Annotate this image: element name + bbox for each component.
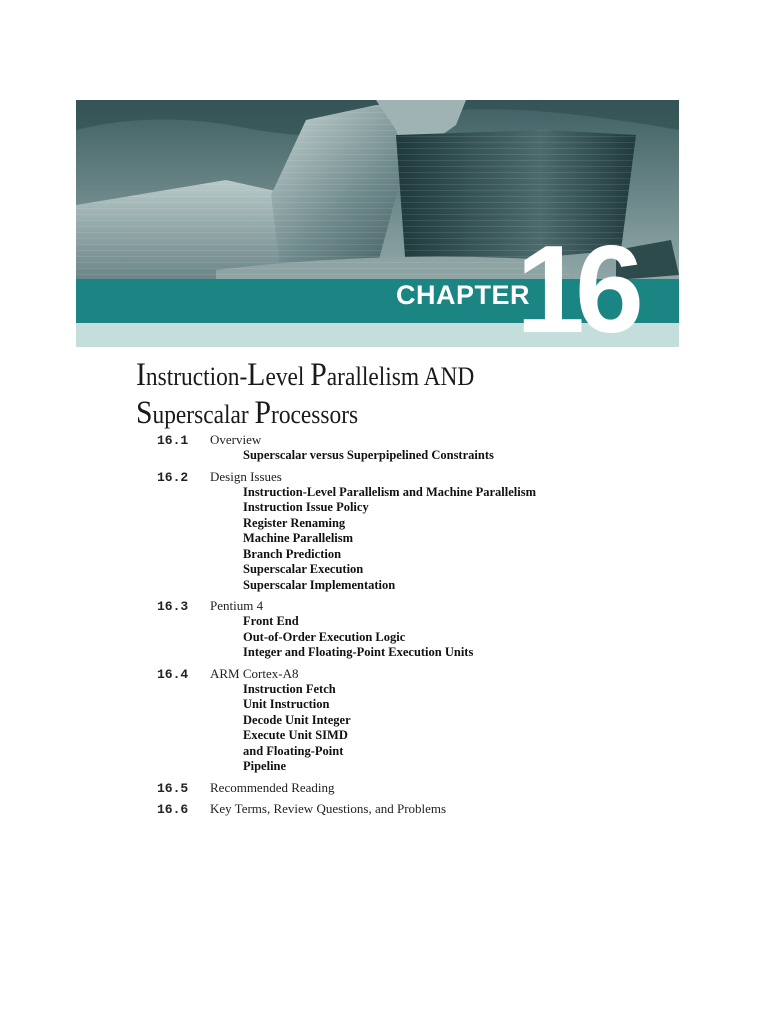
section-title: ARM Cortex-A8 <box>210 665 299 681</box>
title-word: nstruction- <box>145 362 248 391</box>
section-number: 16.5 <box>157 780 189 796</box>
toc-section-16-5 <box>157 780 717 796</box>
subsection-item: Instruction Fetch <box>243 681 336 696</box>
subsection-item: Instruction-Level Parallelism and Machine Parallelism <box>243 484 537 499</box>
section-title: Overview <box>210 432 262 447</box>
title-initial: S <box>136 395 153 431</box>
toc-section-16-2 <box>157 469 717 594</box>
chapter-banner <box>76 100 679 347</box>
section-title: Key Terms, Review Questions, and Problems <box>210 800 447 816</box>
section-number: 16.6 <box>157 801 189 817</box>
chapter-title-line-2 <box>136 395 676 433</box>
title-initial: I <box>136 357 146 393</box>
subsection-item: Instruction Issue Policy <box>243 500 369 514</box>
chapter-number: 16 <box>516 221 634 347</box>
subsection-item: Superscalar Execution <box>243 562 364 576</box>
title-word: arallelism AND <box>326 362 475 391</box>
toc-section-16-1 <box>157 432 717 464</box>
toc-section-16-4 <box>157 666 717 775</box>
chapter-title-line-1 <box>136 357 676 395</box>
subsection-item: Out-of-Order Execution Logic <box>243 629 406 644</box>
section-number: 16.1 <box>157 433 189 448</box>
section-title: Pentium 4 <box>210 598 264 613</box>
title-initial: P <box>310 357 327 393</box>
subsection-item: Machine Parallelism <box>243 531 354 545</box>
title-initial: L <box>247 357 266 393</box>
subsection-item: Register Renaming <box>243 515 346 530</box>
subsection-item: Execute Unit SIMD <box>243 728 348 742</box>
section-title: Recommended Reading <box>210 779 335 795</box>
toc-section-16-6 <box>157 801 717 817</box>
subsection-item: Branch Prediction <box>243 546 342 561</box>
chapter-title <box>136 357 736 433</box>
subsection-item: and Floating-Point <box>243 743 344 758</box>
subsection-item: Integer and Floating-Point Execution Units <box>243 645 474 659</box>
section-number: 16.3 <box>157 599 189 614</box>
table-of-contents <box>157 432 717 822</box>
subsection-item: Superscalar versus Superpipelined Constraints <box>243 448 494 462</box>
chapter-label: CHAPTER <box>396 280 531 310</box>
title-word: uperscalar <box>152 400 255 429</box>
title-initial: P <box>254 395 272 431</box>
subsection-item: Front End <box>243 614 299 628</box>
title-word: rocessors <box>271 400 359 429</box>
subsection-item: Superscalar Implementation <box>243 577 396 592</box>
title-word: evel <box>265 362 311 391</box>
section-number: 16.4 <box>157 666 189 682</box>
toc-section-16-3 <box>157 598 717 661</box>
subsection-item: Pipeline <box>243 759 287 773</box>
subsection-item: Decode Unit Integer <box>243 712 351 727</box>
subsection-item: Unit Instruction <box>243 697 330 711</box>
section-title: Design Issues <box>210 468 282 484</box>
section-number: 16.2 <box>157 469 189 485</box>
